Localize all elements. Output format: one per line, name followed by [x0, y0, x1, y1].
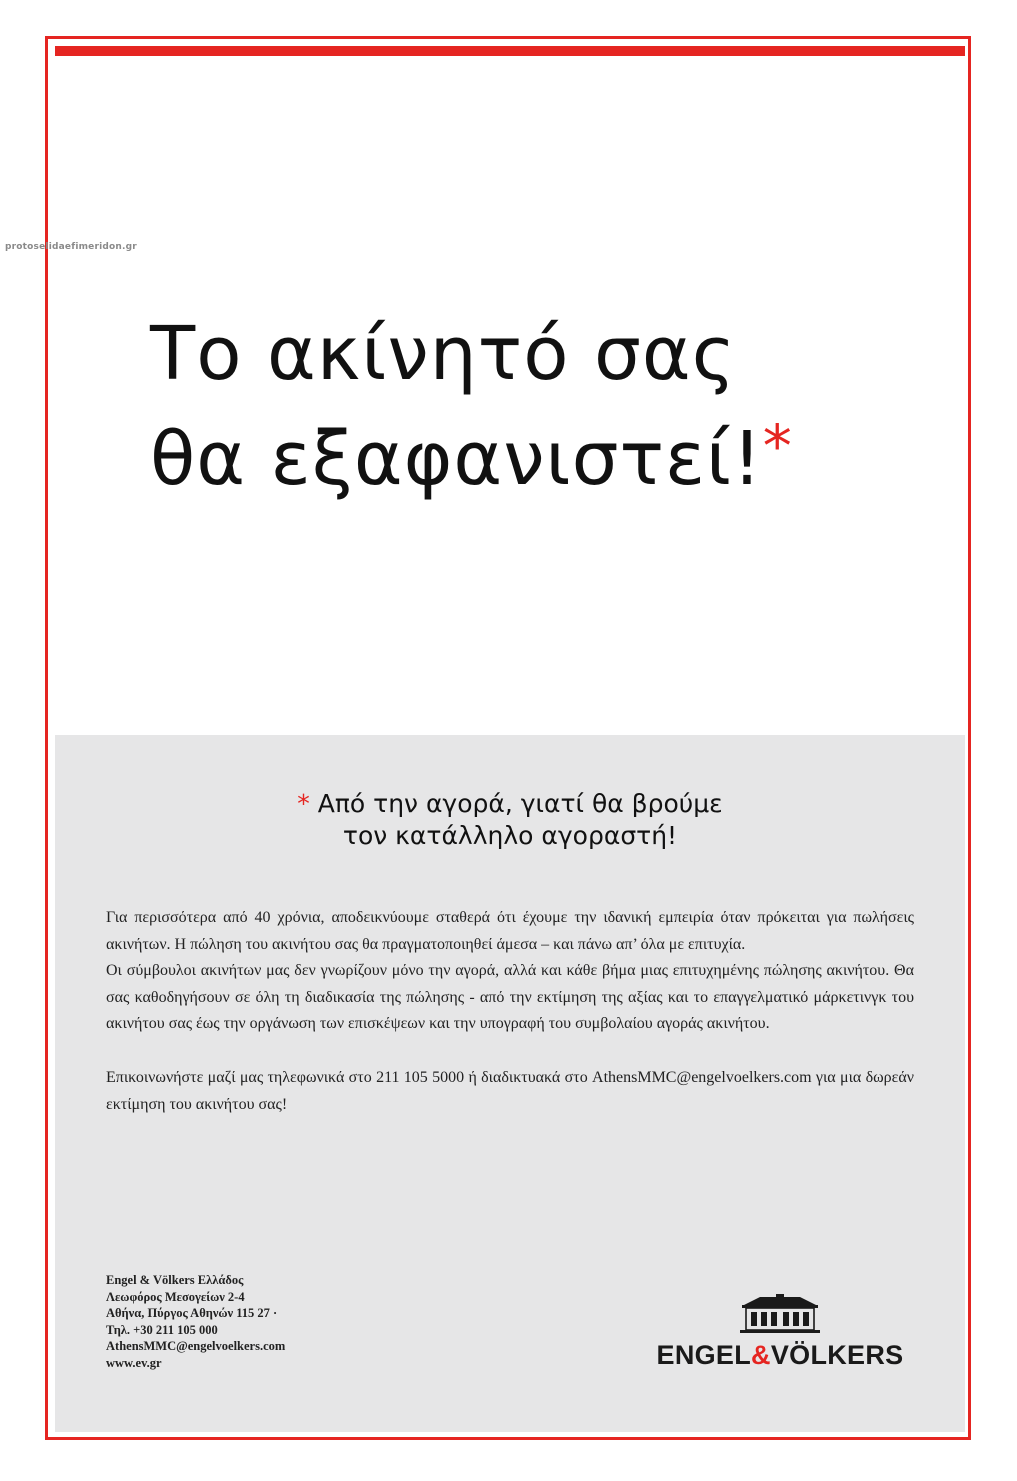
red-top-bar — [55, 46, 965, 56]
headline-asterisk: * — [762, 412, 793, 480]
headline-line-2-text: θα εξαφανιστεί! — [150, 416, 763, 502]
body-text — [106, 905, 914, 1118]
subheading-asterisk: * — [297, 789, 310, 818]
headline — [150, 308, 910, 505]
body-paragraph-2: Οι σύμβουλοι ακινήτων μας δεν γνωρίζουν μόνο την αγορά, αλλά και κάθε βήμα μιας επιτυχημένης πώλησης ακινήτου. Θα σας καθοδηγήσουν σε όλη τη διαδικασία της πώλησης - από την εκτίμηση της αξίας και το επαγγελματικό μάρκετινγκ του ακινήτου σας έως την οργάνωση των επισκέψεων και την υπογραφή του συμβολαίου αγοράς ακινήτου. — [106, 962, 914, 1033]
engel-voelkers-logo — [644, 1294, 916, 1374]
address-company: Engel & Völkers Ελλάδος — [106, 1273, 244, 1287]
headline-line-1: Το ακίνητό σας — [150, 311, 737, 397]
logo-wordmark — [644, 1340, 916, 1371]
address-phone: Τηλ. +30 211 105 000 — [106, 1322, 218, 1337]
address-street: Λεωφόρος Μεσογείων 2-4 — [106, 1289, 245, 1304]
logo-word-engel: ENGEL — [656, 1340, 752, 1370]
subheading-line-1 — [55, 788, 965, 820]
address-email: AthensMMC@engelvoelkers.com — [106, 1339, 286, 1354]
subheading-line-1-text: Από την αγορά, γιατί θα βρούμε — [317, 789, 723, 818]
house-icon — [740, 1294, 820, 1334]
watermark: protoselidaefimeridon.gr — [5, 242, 137, 252]
headline-line-2 — [150, 400, 910, 505]
subheading-line-2: τον κατάλληλο αγοραστή! — [342, 821, 678, 850]
address-block — [106, 1272, 366, 1372]
body-paragraph-3: Επικοινωνήστε μαζί μας τηλεφωνικά στο 211 105 5000 ή διαδικτυακά στο AthensMMC@engelvoelkers.com για μια δωρεάν εκτίμηση του ακινήτου σας! — [106, 1068, 914, 1113]
logo-word-voelkers: VÖLKERS — [770, 1340, 904, 1370]
logo-ampersand: & — [751, 1340, 771, 1370]
body-paragraph-1: Για περισσότερα από 40 χρόνια, αποδεικνύουμε σταθερά ότι έχουμε την ιδανική εμπειρία όταν πρόκειται για πωλήσεις ακινήτων. Η πώληση του ακινήτου σας θα πραγματοποιηθεί άμεσα – και πάνω απ’ όλα με επιτυχία. — [106, 909, 914, 953]
subheading — [55, 788, 965, 852]
address-web: www.ev.gr — [106, 1355, 162, 1370]
address-city: Αθήνα, Πύργος Αθηνών 115 27 · — [106, 1306, 278, 1321]
